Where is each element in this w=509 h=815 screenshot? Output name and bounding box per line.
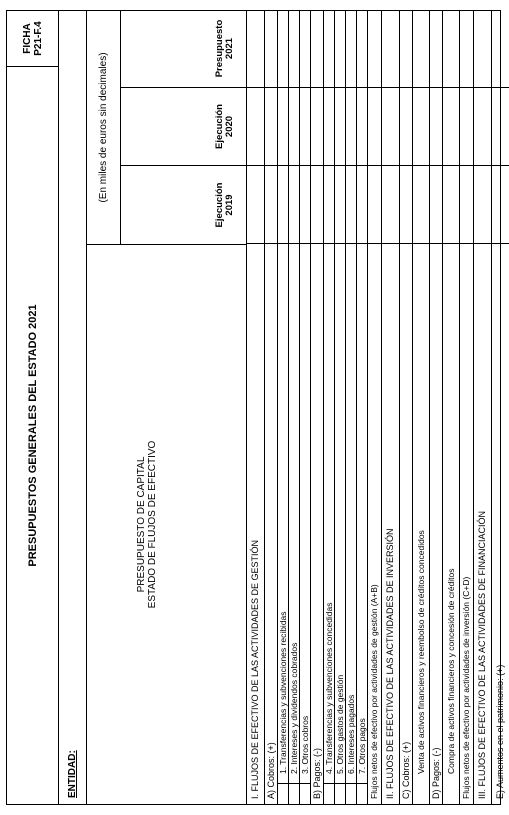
table-row [430, 11, 443, 804]
ficha-label: FICHA [22, 23, 33, 54]
value-cell[interactable] [474, 10, 491, 88]
table-title-line1: PRESUPUESTO DE CAPITAL [135, 456, 147, 593]
value-cell[interactable] [300, 10, 310, 88]
value-cell[interactable] [289, 166, 299, 244]
table-row [335, 11, 346, 804]
value-cell[interactable] [357, 166, 367, 244]
row-label: E) Aumentos en el patrimonio: (+) [495, 664, 505, 799]
value-cell[interactable] [460, 10, 473, 88]
indent-divider [346, 783, 356, 784]
value-cell[interactable] [413, 10, 429, 88]
value-cell[interactable] [357, 88, 367, 166]
value-cell[interactable] [368, 166, 381, 244]
table-row [382, 11, 400, 804]
row-label: Venta de activos financieros y reembolso de créditos concedidos [416, 530, 426, 774]
table-row [474, 11, 492, 804]
value-cell[interactable] [400, 166, 412, 244]
value-cell[interactable] [430, 10, 442, 88]
row-label: Flujos netos de efectivo por actividades de inversión (C+D) [461, 576, 471, 799]
indent-divider [300, 783, 310, 784]
indent-divider [289, 783, 299, 784]
value-cell[interactable] [311, 10, 323, 88]
value-cell[interactable] [443, 88, 459, 166]
value-cell[interactable] [324, 88, 334, 166]
value-cell[interactable] [247, 88, 264, 166]
row-label: 6. Intereses pagados [346, 694, 356, 774]
column-header-2021 [121, 10, 247, 88]
value-cell[interactable] [430, 88, 442, 166]
value-cell[interactable] [278, 166, 288, 244]
page-title: PRESUPUESTOS GENERALES DEL ESTADO 2021 [27, 304, 39, 567]
row-label: 7. Otros pagos [357, 718, 367, 774]
value-cell[interactable] [492, 88, 509, 166]
value-cell[interactable] [382, 10, 399, 88]
value-cell[interactable] [247, 166, 264, 244]
value-cell[interactable] [400, 10, 412, 88]
value-cell[interactable] [324, 166, 334, 244]
value-cell[interactable] [335, 10, 345, 88]
value-cell[interactable] [289, 10, 299, 88]
table-row [278, 11, 289, 804]
table-row [357, 11, 368, 804]
row-label: B) Pagos: (-) [312, 747, 322, 799]
row-label: 3. Otros cobros [300, 715, 310, 774]
value-cell[interactable] [289, 88, 299, 166]
table-row [300, 11, 311, 804]
table-title [87, 244, 246, 804]
value-cell[interactable] [492, 166, 509, 244]
value-cell[interactable] [265, 10, 277, 88]
row-label: I. FLUJOS DE EFECTIVO DE LAS ACTIVIDADES DE GESTIÓN [250, 539, 260, 799]
entidad-label: ENTIDAD: [67, 750, 78, 798]
value-cell[interactable] [324, 10, 334, 88]
row-label: III. FLUJOS DE EFECTIVO DE LAS ACTIVIDADES DE FINANCIACIÓN [477, 510, 487, 799]
column-header-line2: 2021 [224, 37, 235, 60]
table-title-line2: ESTADO DE FLUJOS DE EFECTIVO [146, 440, 158, 609]
entidad-row [59, 11, 87, 804]
value-cell[interactable] [357, 10, 367, 88]
column-header-2020 [121, 88, 247, 166]
table-row [247, 11, 265, 804]
value-cell[interactable] [311, 166, 323, 244]
value-cell[interactable] [346, 88, 356, 166]
value-cell[interactable] [335, 88, 345, 166]
value-cell[interactable] [413, 166, 429, 244]
value-cell[interactable] [400, 88, 412, 166]
value-cell[interactable] [346, 166, 356, 244]
value-cell[interactable] [278, 88, 288, 166]
row-label: D) Pagos: (-) [431, 747, 441, 799]
table-row [443, 11, 460, 804]
table-row [289, 11, 300, 804]
value-cell[interactable] [474, 166, 491, 244]
table-row [413, 11, 430, 804]
value-cell[interactable] [474, 88, 491, 166]
table-row [368, 11, 382, 804]
indent-divider [278, 783, 288, 784]
value-cell[interactable] [335, 166, 345, 244]
column-header-line2: 2019 [224, 194, 235, 216]
column-header-line1: Ejecución [214, 182, 225, 228]
table-header [87, 11, 247, 804]
table-row [265, 11, 278, 804]
ficha-box [7, 11, 59, 67]
value-cell[interactable] [265, 88, 277, 166]
ficha-code: P21-F.4 [33, 21, 44, 56]
column-header-2019 [121, 166, 247, 244]
value-cell[interactable] [382, 88, 399, 166]
table-row [346, 11, 357, 804]
table-row [460, 11, 474, 804]
value-cell[interactable] [346, 10, 356, 88]
row-label: 1. Transferencias y subvenciones recibidas [278, 611, 288, 774]
form-header [7, 11, 59, 804]
cash-flow-form [6, 10, 505, 805]
value-cell[interactable] [443, 10, 459, 88]
column-header-line1: Ejecución [214, 104, 225, 149]
units-note: (En miles de euros sin decimales) [87, 11, 121, 244]
row-label: Compra de activos financieros y concesión de créditos [446, 568, 456, 774]
column-header-line2: 2020 [224, 115, 235, 138]
table-row [492, 11, 509, 804]
value-cell[interactable] [278, 10, 288, 88]
row-label: Flujos netos de efectivo por actividades de gestión (A+B) [369, 584, 379, 799]
table-row [324, 11, 335, 804]
row-label: 2. Intereses y dividendos cobrados [289, 642, 299, 774]
table-row [311, 11, 324, 804]
value-cell[interactable] [460, 166, 473, 244]
value-cell[interactable] [382, 166, 399, 244]
table-body [247, 11, 509, 804]
row-label: 4. Transferencias y subvenciones concedidas [324, 602, 334, 774]
row-label: C) Cobros: (+) [401, 741, 411, 799]
value-cell[interactable] [311, 88, 323, 166]
row-label: 5. Otros gastos de gestión [335, 674, 345, 774]
value-cell[interactable] [430, 166, 442, 244]
value-cell[interactable] [300, 88, 310, 166]
value-cell[interactable] [368, 88, 381, 166]
value-cell[interactable] [460, 88, 473, 166]
value-cell[interactable] [247, 10, 264, 88]
indent-divider [324, 783, 334, 784]
indent-divider [335, 783, 345, 784]
value-cell[interactable] [492, 10, 509, 88]
table-row [400, 11, 413, 804]
column-header-line1: Presupuesto [214, 19, 225, 78]
value-cell[interactable] [265, 166, 277, 244]
value-cell[interactable] [300, 166, 310, 244]
value-cell[interactable] [443, 166, 459, 244]
row-label: II. FLUJOS DE EFECTIVO DE LAS ACTIVIDADES DE INVERSIÓN [385, 528, 395, 799]
row-label: A) Cobros: (+) [266, 742, 276, 799]
value-cell[interactable] [413, 88, 429, 166]
indent-divider [357, 783, 367, 784]
value-cell[interactable] [368, 10, 381, 88]
